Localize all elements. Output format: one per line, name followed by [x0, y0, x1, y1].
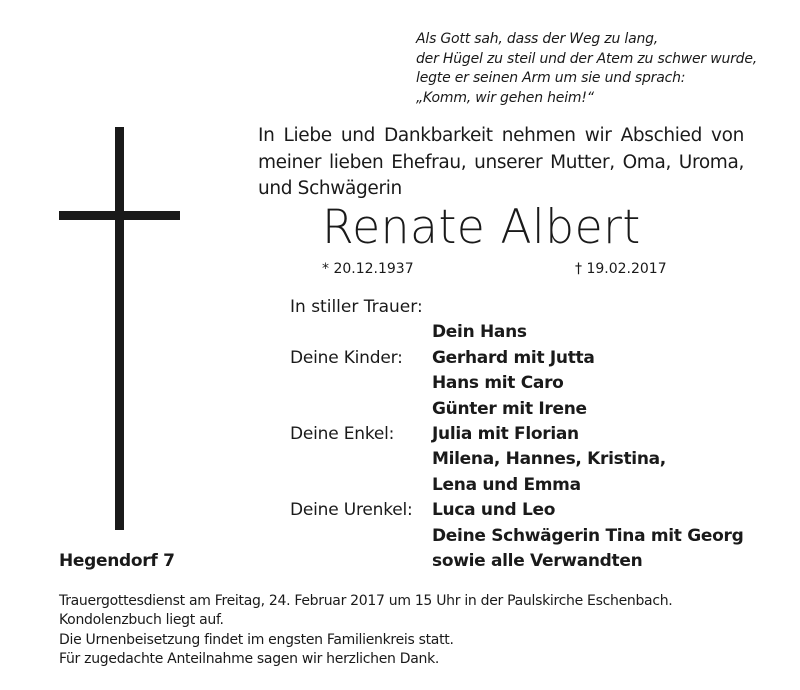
address: Hegendorf 7 [59, 551, 175, 571]
service-info-line: Die Urnenbeisetzung findet im engsten Familienkreis statt. [59, 631, 454, 648]
mourner-label [290, 473, 432, 498]
mourner-names: sowie alle Verwandten [432, 551, 643, 572]
service-info-line: Kondolenzbuch liegt auf. [59, 612, 224, 629]
mourner-names: Julia mit Florian [432, 424, 579, 445]
deceased-name: Renate Albert [322, 200, 641, 255]
mourner-names: Gerhard mit Jutta [432, 347, 595, 368]
service-info-line: Trauergottesdienst am Freitag, 24. Februar 2017 um 15 Uhr in der Paulskirche Eschenbach. [59, 593, 673, 609]
birth-date: * 20.12.1937 [322, 261, 414, 277]
mourner-label: Deine Kinder: [290, 347, 403, 368]
mourner-label [290, 371, 432, 396]
mourner-row [290, 422, 743, 447]
service-info-line: Für zugedachte Anteilnahme sagen wir herzlichen Dank. [59, 651, 440, 668]
poem-line: der Hügel zu steil und der Atem zu schwer wurde, [416, 50, 758, 67]
mourner-names: Milena, Hannes, Kristina, [432, 449, 666, 470]
mourner-names: Dein Hans [432, 322, 527, 343]
mourner-names: Hans mit Caro [432, 373, 564, 394]
mourner-row [290, 473, 743, 498]
cross-vertical-bar [115, 127, 124, 530]
mourner-names: Deine Schwägerin Tina mit Georg [432, 525, 744, 546]
intro-line: In Liebe und Dankbarkeit nehmen wir Abschied von [258, 125, 744, 146]
poem-line: legte er seinen Arm um sie und sprach: [416, 70, 686, 86]
mourner-label [290, 549, 432, 574]
mourner-label [290, 447, 432, 472]
mourner-row [290, 397, 743, 422]
mourner-label [290, 524, 432, 549]
intro-line: und Schwägerin [258, 178, 402, 199]
mourners-list [290, 295, 743, 574]
intro-line: meiner lieben Ehefrau, unserer Mutter, Oma, Uroma, [258, 151, 744, 173]
mourner-label [290, 320, 432, 345]
mourner-row [290, 371, 743, 396]
intro-text [258, 123, 744, 203]
mourner-label: Deine Urenkel: [290, 500, 413, 521]
poem-line: Als Gott sah, dass der Weg zu lang, [416, 31, 659, 47]
service-info [59, 592, 759, 670]
mourner-row [290, 320, 743, 345]
mourner-row [290, 498, 743, 523]
mourner-names: Lena und Emma [432, 474, 581, 495]
mourner-label: Deine Enkel: [290, 424, 395, 445]
mourners-heading: In stiller Trauer: [290, 297, 423, 317]
mourner-names: Luca und Leo [432, 500, 556, 521]
mourner-names: Günter mit Irene [432, 398, 587, 419]
cross-horizontal-bar [59, 211, 180, 220]
poem-line: „Komm, wir gehen heim!“ [416, 89, 594, 106]
mourner-row [290, 549, 743, 574]
mourner-row [290, 447, 743, 472]
mourner-row [290, 524, 743, 549]
death-date: † 19.02.2017 [575, 261, 667, 277]
mourner-row [290, 346, 743, 371]
poem-quote [416, 30, 786, 108]
mourner-label [290, 397, 432, 422]
